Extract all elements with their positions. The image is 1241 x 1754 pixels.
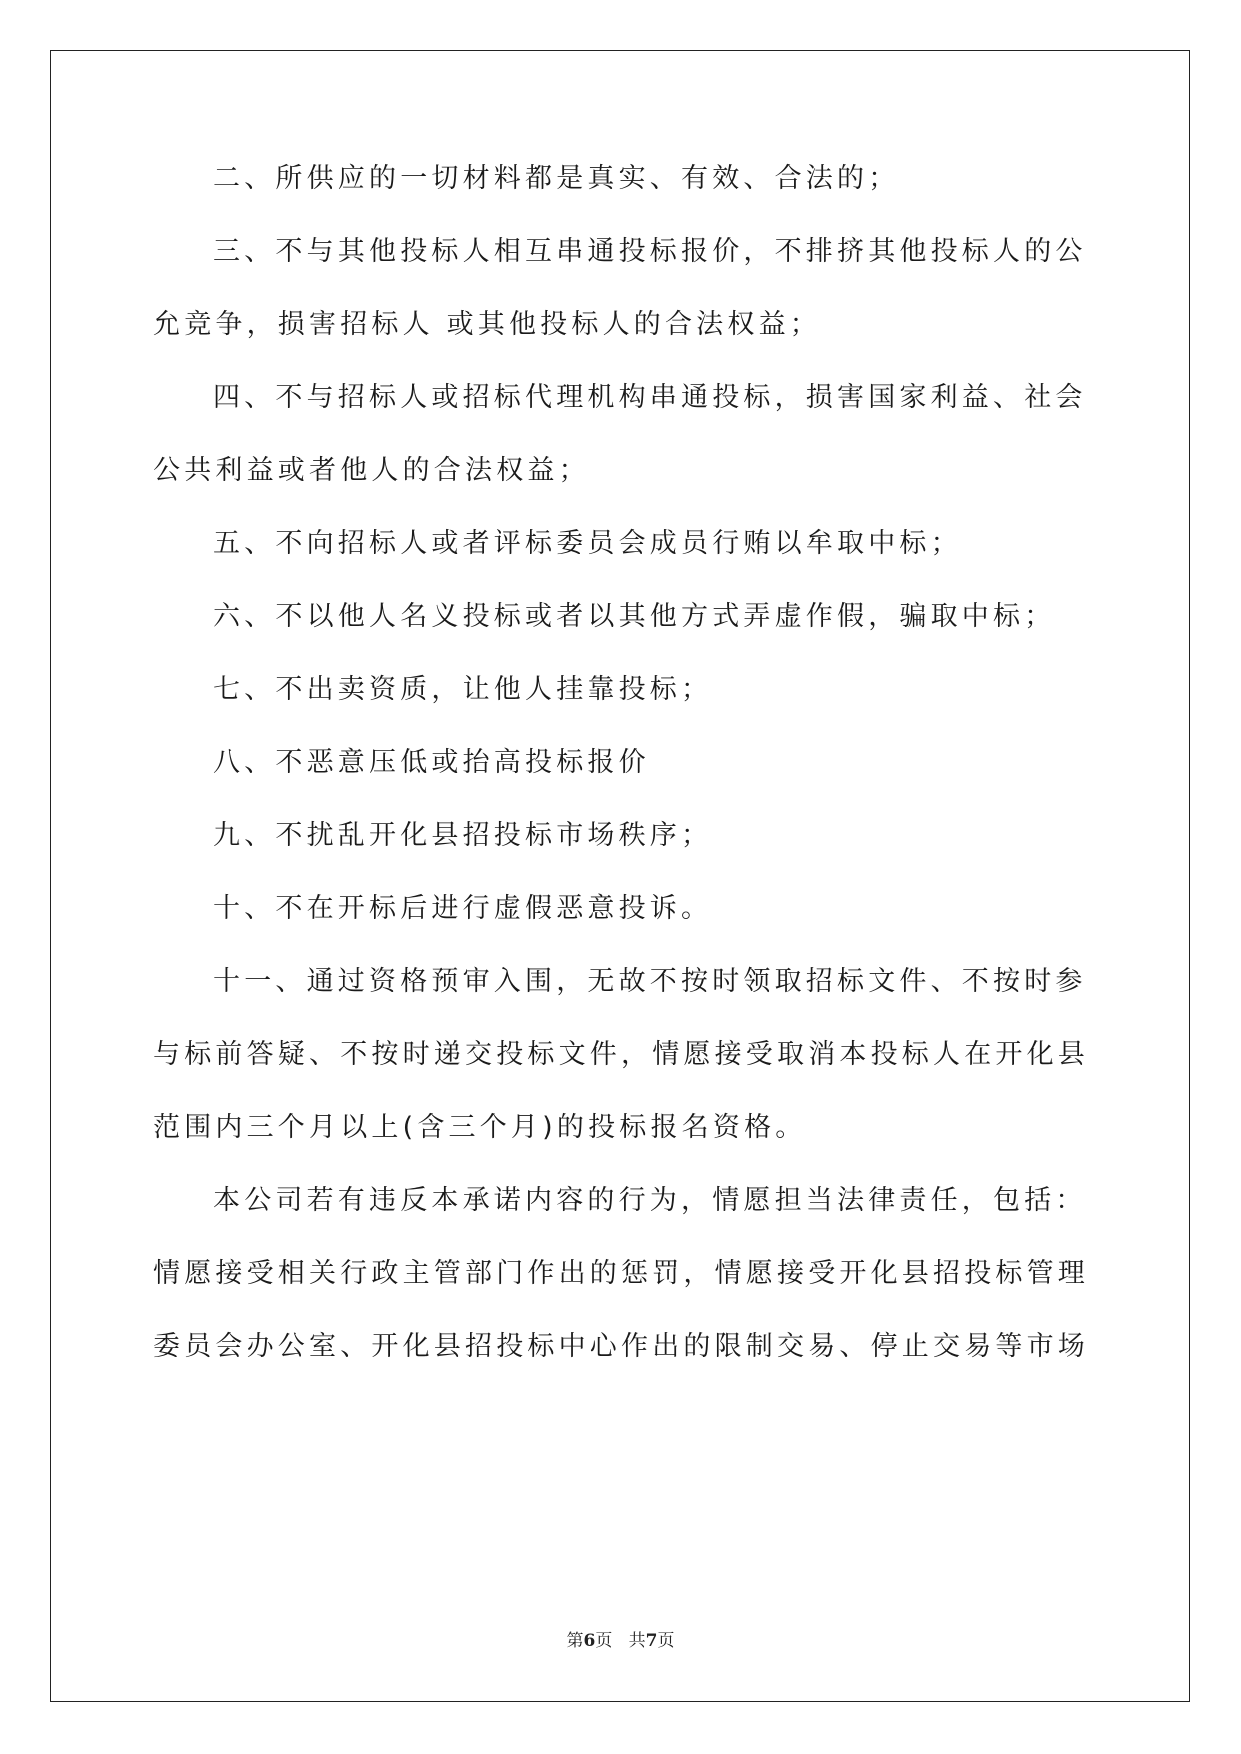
- paragraph-line: 六、不以他人名义投标或者以其他方式弄虚作假，骗取中标；: [213, 601, 1056, 632]
- paragraph-line: 七、不出卖资质，让他人挂靠投标；: [213, 674, 713, 705]
- paragraph-line: 四、不与招标人或招标代理机构串通投标，损害国家利益、社会: [213, 382, 1087, 413]
- page-suffix: 页: [595, 1631, 613, 1651]
- total-prefix: 共: [628, 1631, 646, 1651]
- paragraph-line: 十一、通过资格预审入围，无故不按时领取招标文件、不按时参: [213, 966, 1087, 997]
- paragraph-line: 委员会办公室、开化县招投标中心作出的限制交易、停止交易等市场: [153, 1331, 1089, 1362]
- paragraph-line: 情愿接受相关行政主管部门作出的惩罚，情愿接受开化县招投标管理: [153, 1258, 1089, 1289]
- page-footer: [0, 1626, 1241, 1651]
- total-suffix: 页: [657, 1631, 675, 1651]
- page-number: 6: [583, 1631, 596, 1651]
- paragraph-line: 五、不向招标人或者评标委员会成员行贿以牟取中标；: [213, 528, 962, 559]
- paragraph-line: 与标前答疑、不按时递交投标文件，情愿接受取消本投标人在开化县: [153, 1039, 1089, 1070]
- paragraph-line: 本公司若有违反本承诺内容的行为，情愿担当法律责任，包括：: [213, 1185, 1087, 1216]
- page-border: [50, 50, 1190, 1702]
- paragraph-line: 九、不扰乱开化县招投标市场秩序；: [213, 820, 713, 851]
- paragraph-line: 十、不在开标后进行虚假恶意投诉。: [213, 893, 713, 924]
- paragraph-line: 范围内三个月以上(含三个月)的投标报名资格。: [153, 1112, 807, 1143]
- paragraph-line: 八、不恶意压低或抬高投标报价: [213, 747, 650, 778]
- page-prefix: 第: [566, 1631, 584, 1651]
- paragraph-line: 三、不与其他投标人相互串通投标报价，不排挤其他投标人的公: [213, 236, 1087, 267]
- paragraph-line: 二、所供应的一切材料都是真实、有效、合法的；: [213, 163, 900, 194]
- paragraph-line: 允竞争，损害招标人 或其他投标人的合法权益；: [153, 309, 821, 340]
- paragraph-line: 公共利益或者他人的合法权益；: [153, 455, 590, 486]
- total-pages: 7: [645, 1631, 658, 1651]
